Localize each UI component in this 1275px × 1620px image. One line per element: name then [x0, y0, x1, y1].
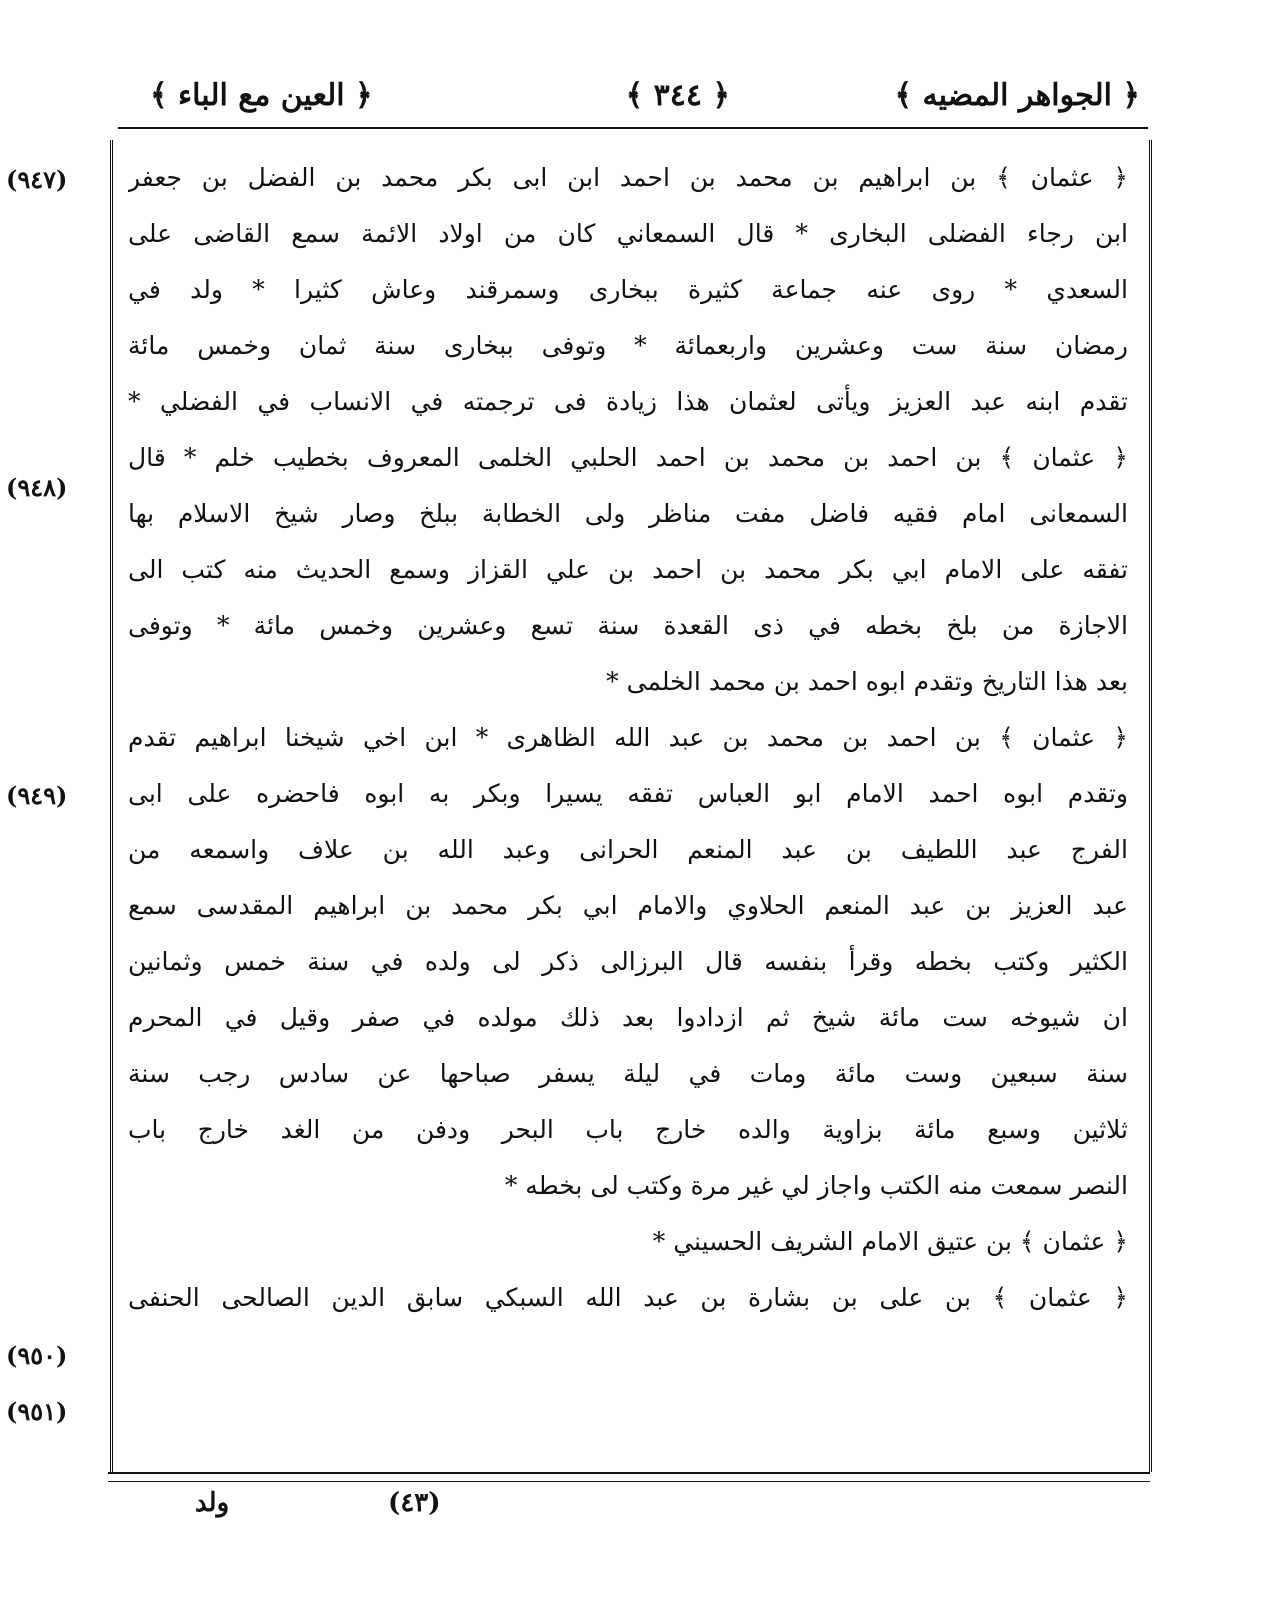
- entry-number: (٩٥١): [6, 1397, 68, 1426]
- text-line: السمعانى امام فقيه فاضل مفت مناظر ولى الخطابة ببلخ وصار شيخ الاسلام بها: [128, 499, 1128, 528]
- footer-rule: [108, 1481, 1150, 1482]
- text-line: ﴿ عثمان ﴾ بن احمد بن محمد بن عبد الله الظاهرى * ابن اخي شيخنا ابراهيم تقدم: [128, 723, 1128, 752]
- header-rule: [118, 127, 1148, 129]
- catchword: ولد: [195, 1488, 230, 1518]
- text-line: بعد هذا التاريخ وتقدم ابوه احمد بن محمد الخلمى *: [606, 667, 1128, 696]
- text-line: الاجازة من بلخ بخطه في ذى القعدة سنة تسع وعشرين وخمس مائة * وتوفى: [128, 611, 1128, 640]
- entry-number: (٩٤٧): [6, 165, 68, 194]
- text-line: الكثير وكتب بخطه وقرأ بنفسه قال البرزالى ذكر لى ولده في سنة خمس وثمانين: [128, 947, 1128, 976]
- header-section-title: ﴿ العين مع الباء ﴾: [150, 78, 373, 113]
- text-line: ابن رجاء الفضلى البخارى * قال السمعاني كان من اولاد الائمة سمع القاضى على: [128, 219, 1128, 248]
- signature-mark: (٤٣): [388, 1488, 441, 1518]
- text-line: السعدي * روى عنه جماعة كثيرة ببخارى وسمرقند وعاش كثيرا * ولد في: [128, 275, 1128, 304]
- text-line: تفقه على الامام ابي بكر محمد بن احمد بن علي القزاز وسمع الحديث منه كتب الى: [128, 555, 1128, 584]
- text-line: عبد العزيز بن عبد المنعم الحلاوي والامام ابي بكر محمد بن ابراهيم المقدسى سمع: [128, 891, 1128, 920]
- entry-number: (٩٤٩): [6, 781, 68, 810]
- text-line: الفرج عبد اللطيف بن عبد المنعم الحرانى وعبد الله بن علاف واسمعه من: [128, 835, 1128, 864]
- header-book-title: ﴿ الجواهر المضيه ﴾: [894, 78, 1140, 113]
- text-line: ﴿ عثمان ﴾ بن ابراهيم بن محمد بن احمد ابن ابى بكر محمد بن الفضل بن جعفر: [128, 163, 1128, 192]
- entry-number: (٩٥٠): [6, 1341, 68, 1370]
- text-line: النصر سمعت منه الكتب واجاز لي غير مرة وكتب لى بخطه *: [504, 1171, 1128, 1200]
- text-line: ﴿ عثمان ﴾ بن احمد بن محمد بن احمد الحلبي الخلمى المعروف بخطيب خلم * قال: [128, 443, 1128, 472]
- text-line: رمضان سنة ست وعشرين واربعمائة * وتوفى ببخارى سنة ثمان وخمس مائة: [128, 331, 1128, 360]
- text-line: سنة سبعين وست مائة ومات في ليلة يسفر صباحها عن سادس رجب سنة: [128, 1059, 1128, 1088]
- text-line: تقدم ابنه عبد العزيز ويأتى لعثمان هذا زيادة فى ترجمته في الانساب في الفضلي *: [128, 387, 1128, 416]
- text-line: وتقدم ابوه احمد الامام ابو العباس تفقه يسيرا وبكر به ابوه فاحضره على ابى: [128, 779, 1128, 808]
- text-line: ﴿ عثمان ﴾ بن على بن بشارة بن عبد الله السبكي سابق الدين الصالحى الحنفى: [128, 1283, 1128, 1312]
- header-page-number: ﴿ ٣٤٤ ﴾: [625, 78, 730, 113]
- page-text: [128, 150, 1128, 1326]
- running-header: [130, 78, 1140, 128]
- text-line: ﴿ عثمان ﴾ بن عتيق الامام الشريف الحسيني *: [652, 1227, 1128, 1256]
- text-line: ثلاثين وسبع مائة بزاوية والده خارج باب البحر ودفن من الغد خارج باب: [128, 1115, 1128, 1144]
- text-line: ان شيوخه ست مائة شيخ ثم ازدادوا بعد ذلك مولده في صفر وقيل في المحرم: [128, 1003, 1128, 1032]
- footer-rule: [108, 1472, 1150, 1474]
- entry-number: (٩٤٨): [6, 473, 68, 502]
